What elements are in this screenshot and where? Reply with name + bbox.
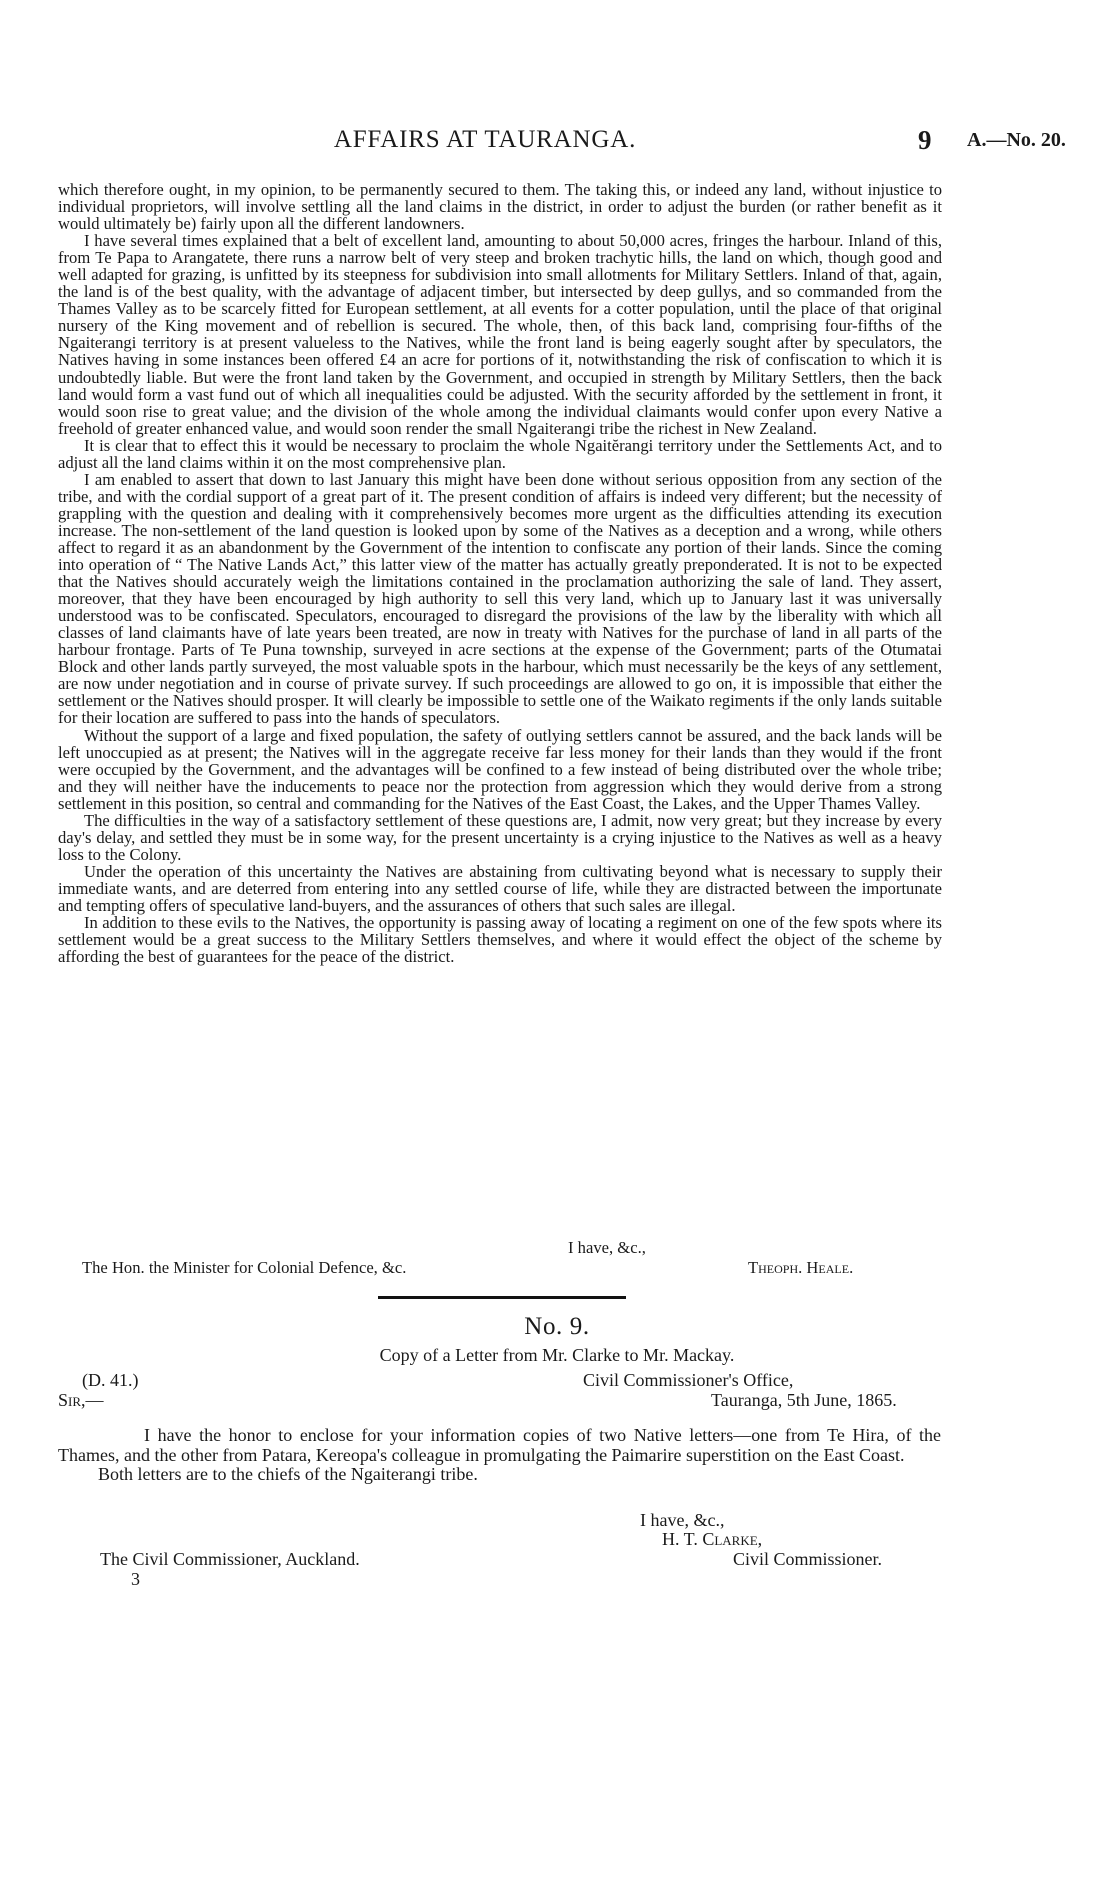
page-header bbox=[0, 126, 1114, 160]
paragraph: Under the operation of this uncertainty the Natives are abstaining from cultivating beyond what is necessary to supply their immediate wants, and are deterred from entering into any settled course of life, while they are distracted between the importunate and tempting offers of speculative land-buyers, and the assurances of others that such sales are illegal. bbox=[58, 861, 942, 915]
addressee: The Hon. the Minister for Colonial Defence, &c. bbox=[82, 1258, 407, 1277]
paragraph: Without the support of a large and fixed population, the safety of outlying settlers cannot be assured, and the back lands will be left unoccupied as at present; the Natives will in the aggregate receive far less money for their lands than they would if the front were occupied by the Government, and the advantages will be confined to a few instead of being distributed over the whole tribe; and they will neither have the inducements to peace nor the protection from aggression which they would derive from a strong settlement in this position, so central and commanding for the Natives of the East Coast, the Lakes, and the Upper Thames Valley. bbox=[58, 725, 942, 813]
closing-phrase: I have, &c., bbox=[568, 1238, 646, 1257]
paragraph: It is clear that to effect this it would be necessary to proclaim the whole Ngaitĕrangi territory under the Settlements Act, and to adjust all the land claims within it on the most comprehensive plan. bbox=[58, 435, 942, 472]
letter-body bbox=[58, 1426, 941, 1485]
section-divider bbox=[378, 1296, 626, 1299]
place-date: Tauranga, 5th June, 1865. bbox=[711, 1390, 897, 1410]
letter-closing: I have, &c., bbox=[640, 1510, 725, 1530]
letter-office: Civil Commissioner's Office, bbox=[583, 1370, 794, 1390]
signatory-title: Civil Commissioner. bbox=[733, 1549, 883, 1569]
paragraph: I have several times explained that a belt of excellent land, amounting to about 50,000 acres, fringes the harbour. Inland of this, from Te Papa to Arangatete, there runs a narrow belt of very steep and broken trachytic hills, the land on which, though good and well adapted for grazing, is unfitted by its steepness for subdivision into small allotments for Military Settlers. Inland of that, again, the land is of the best quality, with the advantage of adjacent timber, but intersected by deep gullys, and so commanded from the Thames Valley as to be scarcely fitted for European settlement, at all events for a cotter population, until the place of that original nursery of the King movement and of rebellion is secured. The whole, then, of this back land, comprising four-fifths of the Ngaiterangi territory is at present valueless to the Natives, while the front land is being eagerly sought after by speculators, the Natives having in some instances been offered £4 an acre for portions of it, notwithstanding the risk of confiscation to which it is undoubtedly liable. But were the front land taken by the Government, and occupied in strength by Military Settlers, then the back land would form a vast fund out of which all inequalities could be adjusted. With the security afforded by the settlement in front, it would soon rise to great value; and the division of the whole among the individual claimants would confer upon every Native a freehold of greater enhanced value, and would soon render the small Ngaiterangi tribe the richest in New Zealand. bbox=[58, 231, 942, 438]
document-reference: A.—No. 20. bbox=[967, 129, 1066, 151]
letter-subtitle: Copy of a Letter from Mr. Clarke to Mr. Mackay. bbox=[379, 1345, 735, 1365]
letter-addressee: The Civil Commissioner, Auckland. bbox=[100, 1549, 360, 1569]
paragraph: Both letters are to the chiefs of the Ngaiterangi tribe. bbox=[98, 1464, 478, 1484]
paragraph: The difficulties in the way of a satisfactory settlement of these questions are, I admit, now very great; but they increase by every day's delay, and settled they must be in some way, for the present uncertainty is a crying injustice to the Natives as well as a heavy loss to the Colony. bbox=[58, 810, 942, 864]
letter-reference: (D. 41.) bbox=[82, 1370, 139, 1390]
paragraph: I have the honor to enclose for your information copies of two Native letters—one from Te Hira, of the Thames, and the other from Patara, Kereopa's colleague in promulgating the Paimarire superstition on the East Coast. bbox=[58, 1425, 941, 1465]
report-body bbox=[58, 181, 942, 965]
paragraph: In addition to these evils to the Natives, the opportunity is passing away of locating a regiment on one of the few spots where its settlement would be a great success to the Military Settlers themselves, and where it would effect the object of the scheme by affording the best of guarantees for the peace of the district. bbox=[58, 913, 942, 967]
signature-mark: 3 bbox=[131, 1569, 140, 1589]
salutation: Sir,— bbox=[58, 1390, 104, 1410]
page-number: 9 bbox=[918, 125, 932, 155]
running-title: AFFAIRS AT TAURANGA. bbox=[333, 126, 637, 153]
letter-number: No. 9. bbox=[524, 1313, 590, 1340]
signatory-name: H. T. Clarke, bbox=[662, 1529, 763, 1549]
paragraph: which therefore ought, in my opinion, to be permanently secured to them. The taking this, or indeed any land, without injustice to individual proprietors, will involve settling all the land claims in the district, in order to adjust the burden (or rather benefit as it would ultimately be) fairly upon all the different landowners. bbox=[58, 180, 942, 234]
paragraph: I am enabled to assert that down to last January this might have been done without serious opposition from any section of the tribe, and with the cordial support of a great part of it. The present condition of affairs is indeed very different; but the necessity of grappling with the question and dealing with it comprehensively becomes more urgent as the difficulties attending its execution increase. The non-settlement of the land question is looked upon by some of the Natives as a deception and a wrong, while others affect to regard it as an abandonment by the Government of the intention to confiscate any portion of their lands. Since the coming into operation of “ The Native Lands Act,” this latter view of the matter has actually greatly preponderated. It is not to be expected that the Natives should accurately weigh the limitations contained in the proclamation authorizing the sale of land. They assert, moreover, that they have been encouraged by high authority to sell this very land, which up to January last it was universally understood was to be confiscated. Speculators, encouraged to disregard the provisions of the law by the liberality with which all classes of land claimants have of late years been treated, are now in treaty with Natives for the purchase of land in all parts of the harbour frontage. Parts of Te Puna township, surveyed in acre sections at the expense of the Government; parts of the Otumatai Block and other lands partly surveyed, the most valuable spots in the harbour, which must necessarily be the keys of any settlement, are now under negotiation and in course of private survey. If such proceedings are allowed to go on, it is impossible that either the settlement or the Natives should prosper. It will clearly be impossible to settle one of the Waikato regiments if the only lands suitable for their location are suffered to pass into the hands of speculators. bbox=[58, 469, 942, 728]
signature: Theoph. Heale. bbox=[748, 1258, 854, 1277]
